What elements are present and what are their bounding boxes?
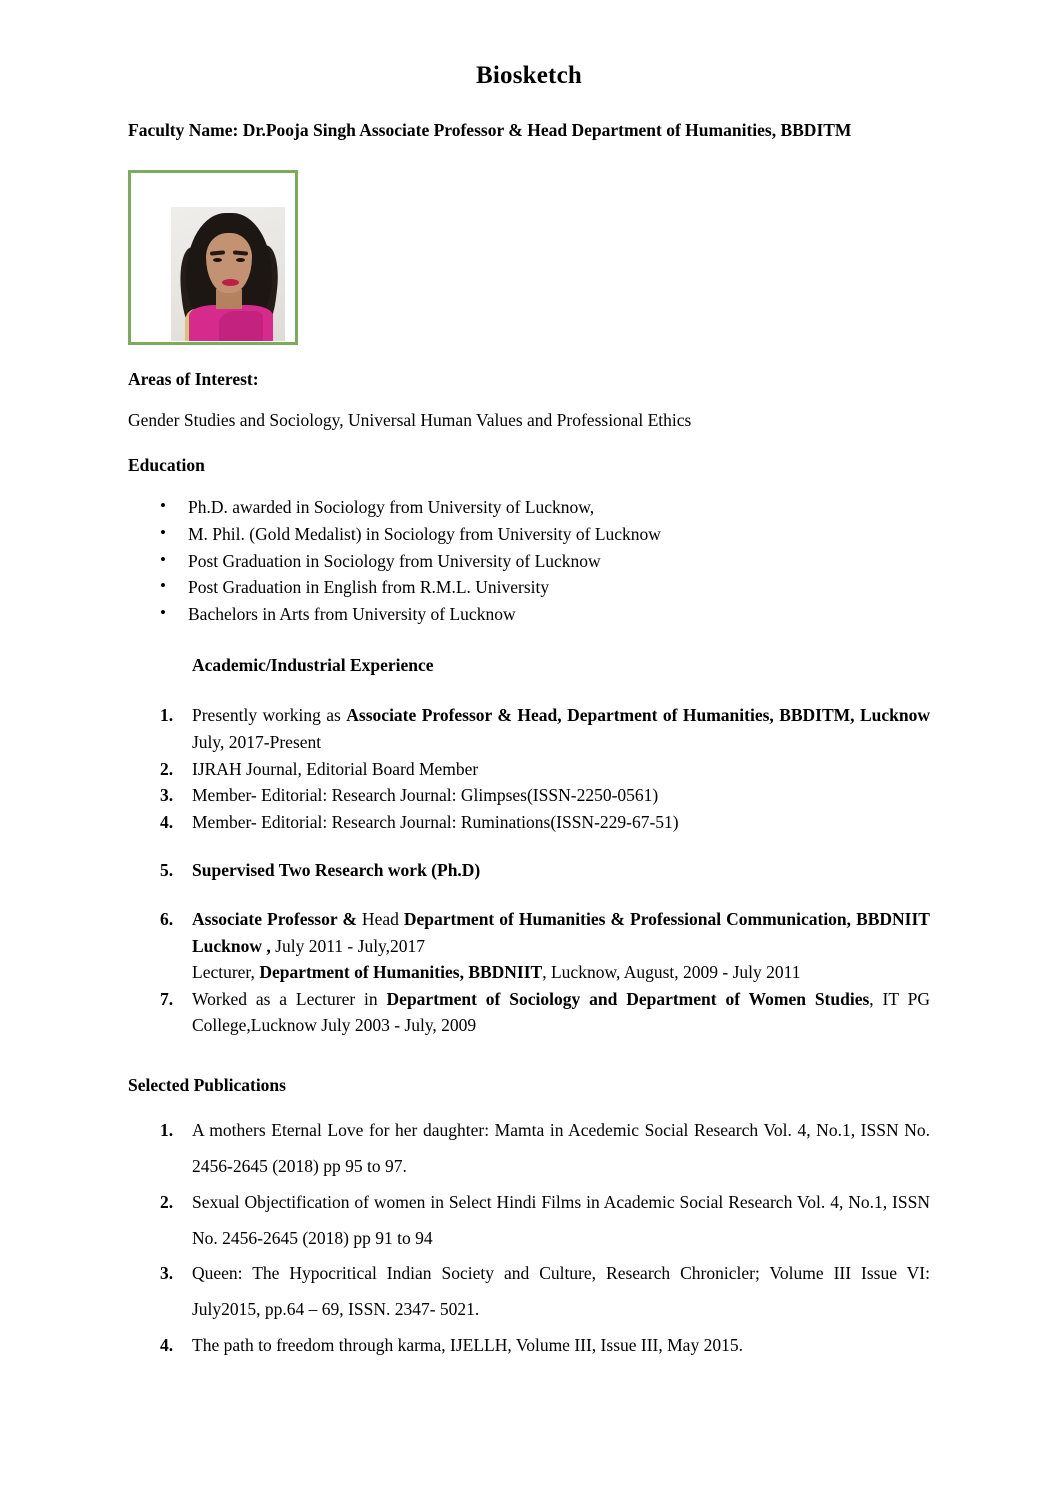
list-item-text-bold: Associate Professor & Head, Department of Humanities, BBDITM, Lucknow — [346, 705, 930, 726]
list-item-subline-c: , Lucknow, August, 2009 - July 2011 — [542, 962, 801, 983]
portrait-eye-left — [213, 258, 222, 262]
education-list — [128, 477, 930, 627]
list-item-text-regular: Member- Editorial: Research Journal: Glimpses(ISSN-2250-0561) — [192, 785, 659, 806]
list-item-number: 3. — [160, 785, 174, 806]
list-item — [128, 1113, 930, 1185]
list-item-number: 1. — [160, 705, 174, 726]
experience-heading: Academic/Industrial Experience — [192, 655, 434, 676]
list-item-number: 3. — [160, 1263, 174, 1284]
list-item — [128, 986, 930, 1039]
list-item — [128, 782, 930, 809]
list-item-subline-b: Department of Humanities, BBDNIIT — [259, 962, 543, 983]
list-item — [128, 809, 930, 836]
publications-heading: Selected Publications — [128, 1074, 286, 1095]
list-item — [128, 1328, 930, 1364]
portrait-lips — [222, 279, 239, 286]
list-item-number: 6. — [160, 908, 174, 929]
list-item: • Bachelors in Arts from University of Lucknow — [128, 601, 930, 628]
list-item-text-regular: IJRAH Journal, Editorial Board Member — [192, 758, 479, 779]
list-item-number: 5. — [160, 860, 174, 881]
portrait-eye-right — [236, 258, 245, 262]
faculty-photo-frame — [128, 170, 298, 345]
list-item — [128, 756, 930, 783]
list-item-number: 7. — [160, 988, 174, 1009]
page-title: Biosketch — [476, 62, 582, 89]
list-item-text-regular: Presently working as — [192, 705, 347, 726]
list-item-text: The path to freedom through karma, IJELLH, Volume III, Issue III, May 2015. — [192, 1335, 743, 1356]
list-item-number: 4. — [160, 1335, 174, 1356]
list-item-text: Queen: The Hypocritical Indian Society and Culture, Research Chronicler; Volume III Issue VI: July2015, pp.64 – 69, ISSN. 2347- 5021. — [192, 1263, 930, 1320]
education-heading: Education — [128, 454, 205, 475]
experience-list — [128, 676, 930, 1039]
list-item — [128, 1256, 930, 1328]
list-item: • M. Phil. (Gold Medalist) in Sociology from University of Lucknow — [128, 521, 930, 548]
list-item-text-regular: Member- Editorial: Research Journal: Ruminations(ISSN-229-67-51) — [192, 811, 679, 832]
portrait-sari-shadow — [219, 311, 263, 341]
faculty-name-line: Faculty Name: Dr.Pooja Singh Associate Professor & Head Department of Humanities, BBDITM — [128, 119, 852, 140]
list-item — [128, 1185, 930, 1257]
list-item-seg-a: Associate Professor & — [192, 908, 357, 929]
list-item: • Post Graduation in Sociology from University of Lucknow — [128, 548, 930, 575]
list-item: • Ph.D. awarded in Sociology from University of Lucknow, — [128, 494, 930, 521]
publications-list — [128, 1096, 930, 1364]
list-item-text-tail: July, 2017-Present — [192, 731, 322, 752]
list-item-text: A mothers Eternal Love for her daughter: Mamta in Acedemic Social Research Vol. 4, No.1, ISSN No. 2456-2645 (2018) pp 95 to 97. — [192, 1119, 930, 1176]
list-item-number: 1. — [160, 1119, 174, 1140]
list-item-subline — [192, 959, 930, 986]
list-item — [128, 702, 930, 755]
list-item-seg-b: Head — [356, 908, 404, 929]
list-item-text-bold: Supervised Two Research work (Ph.D) — [192, 860, 481, 881]
list-item-seg-d: July 2011 - July,2017 — [270, 935, 426, 956]
list-item-seg-a: Worked as a Lecturer in — [192, 988, 387, 1009]
list-item-number: 2. — [160, 1191, 174, 1212]
list-item-seg-c: Department of Humanities & Professional Communication, BBDNIIT Lucknow , — [192, 908, 930, 956]
list-item-number: 4. — [160, 811, 174, 832]
areas-of-interest-text: Gender Studies and Sociology, Universal Human Values and Professional Ethics — [128, 410, 692, 431]
list-item-subline-a: Lecturer, — [192, 962, 260, 983]
page-content — [128, 0, 930, 1364]
list-item — [128, 906, 930, 986]
list-item-seg-b: Department of Sociology and Department of Women Studies — [386, 988, 870, 1009]
list-item — [128, 857, 930, 884]
list-item-number: 2. — [160, 758, 174, 779]
list-item: • Post Graduation in English from R.M.L. University — [128, 574, 930, 601]
faculty-portrait — [171, 207, 285, 341]
list-item-text: Sexual Objectification of women in Select Hindi Films in Academic Social Research Vol. 4, No.1, ISSN No. 2456-2645 (2018) pp 91 to 94 — [192, 1191, 930, 1248]
areas-of-interest-heading: Areas of Interest: — [128, 368, 259, 389]
list-item-seg-c: , IT PG College,Lucknow July 2003 - July, 2009 — [192, 988, 930, 1036]
